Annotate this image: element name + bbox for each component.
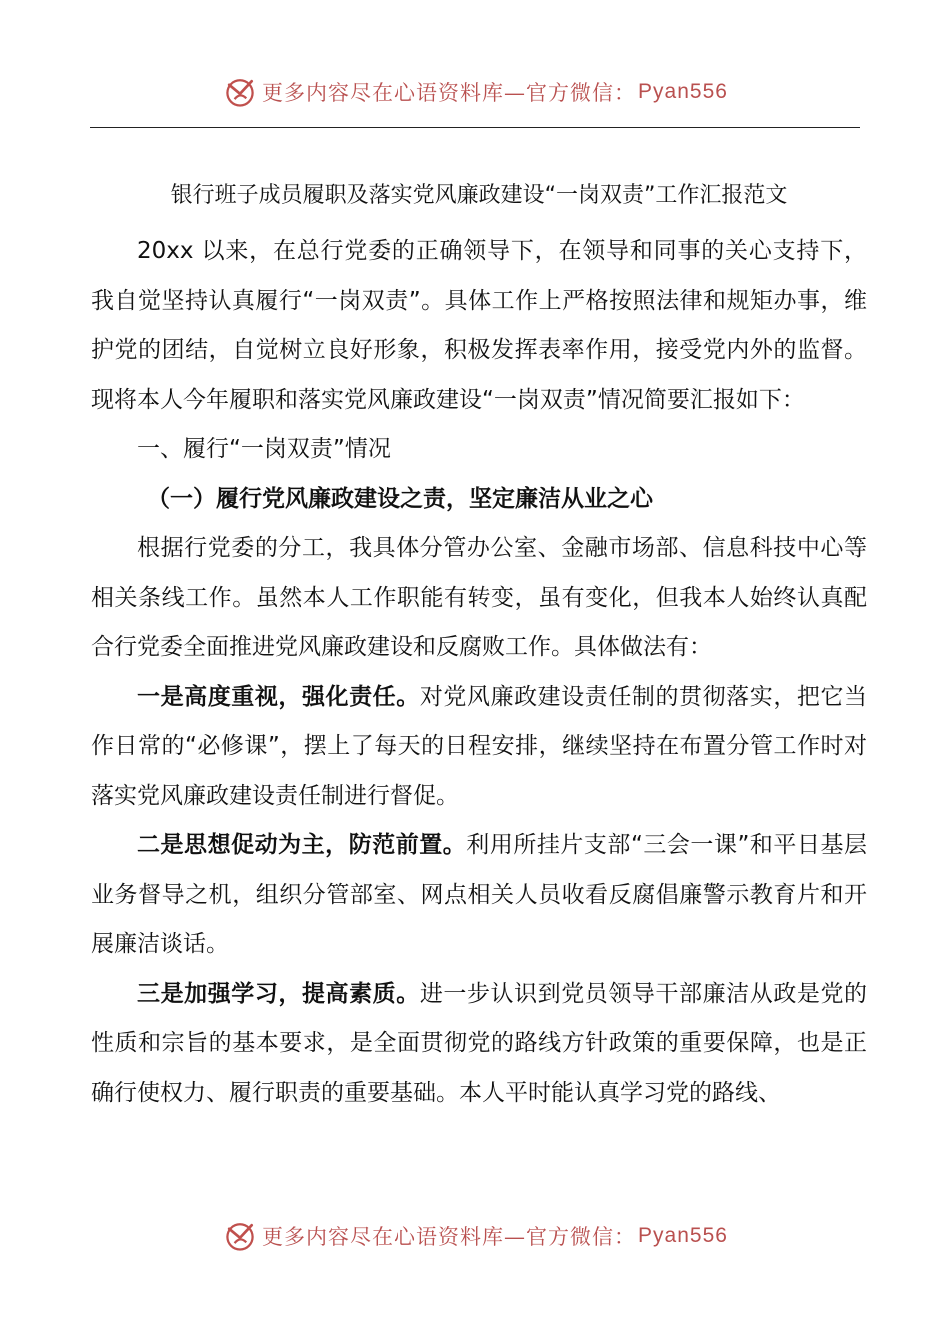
point-text-1: 对党风廉政建设责任制的贯彻落实，把它当作日常的“必修课”，摆上了每天的日程安排，继续坚持在布置分管工作时对落实党风廉政建设责任制进行督促。 xyxy=(91,683,868,809)
section-heading: 一、履行“一岗双责”情况 xyxy=(137,436,391,462)
point-lead-1: 一是高度重视，强化责任。 xyxy=(137,683,420,710)
watermark-text: 更多内容尽在心语资料库—官方微信： xyxy=(262,81,637,105)
watermark-wechat-id: Pyan556 xyxy=(638,1224,728,1247)
watermark-banner-bottom xyxy=(0,1216,950,1256)
point-lead-3: 三是加强学习，提高素质。 xyxy=(137,980,420,1007)
point-lead-2: 二是思想促动为主，防范前置。 xyxy=(137,832,467,858)
point-paragraph-3 xyxy=(91,970,867,1119)
watermark-text: 更多内容尽在心语资料库—官方微信： xyxy=(262,1225,637,1249)
logo-icon xyxy=(222,1218,258,1254)
division-paragraph: 根据行党委的分工，我具体分管办公室、金融市场部、信息科技中心等相关条线工作。虽然本人工作职能有转变，虽有变化，但我本人始终认真配合行党委全面推进党风廉政建设和反腐败工作。具体做法有： xyxy=(91,535,867,660)
subsection-heading: （一）履行党风廉政建设之责，坚定廉洁从业之心 xyxy=(147,485,653,512)
point-text-3: 进一步认识到党员领导干部廉洁从政是党的性质和宗旨的基本要求，是全面贯彻党的路线方针政策的重要保障，也是正确行使权力、履行职责的重要基础。本人平时能认真学习党的路线、 xyxy=(91,980,868,1106)
logo-icon xyxy=(222,74,258,110)
document-body xyxy=(91,170,867,1118)
document-title: 银行班子成员履职及落实党风廉政建设“一岗双责”工作汇报范文 xyxy=(170,183,788,208)
header-divider xyxy=(90,127,860,128)
intro-paragraph: 20xx 以来，在总行党委的正确领导下，在领导和同事的关心支持下，我自觉坚持认真履行“一岗双责”。具体工作上严格按照法律和规矩办事，维护党的团结，自觉树立良好形象，积极发挥表率作用，接受党内外的监督。现将本人今年履职和落实党风廉政建设“一岗双责”情况简要汇报如下： xyxy=(91,238,867,413)
watermark-wechat-id: Pyan556 xyxy=(638,80,728,103)
point-paragraph-1 xyxy=(91,673,867,822)
point-text-2: 利用所挂片支部“三会一课”和平日基层业务督导之机，组织分管部室、网点相关人员收看反腐倡廉警示教育片和开展廉洁谈话。 xyxy=(91,832,867,957)
point-paragraph-2 xyxy=(91,821,867,970)
watermark-banner-top xyxy=(0,72,950,112)
